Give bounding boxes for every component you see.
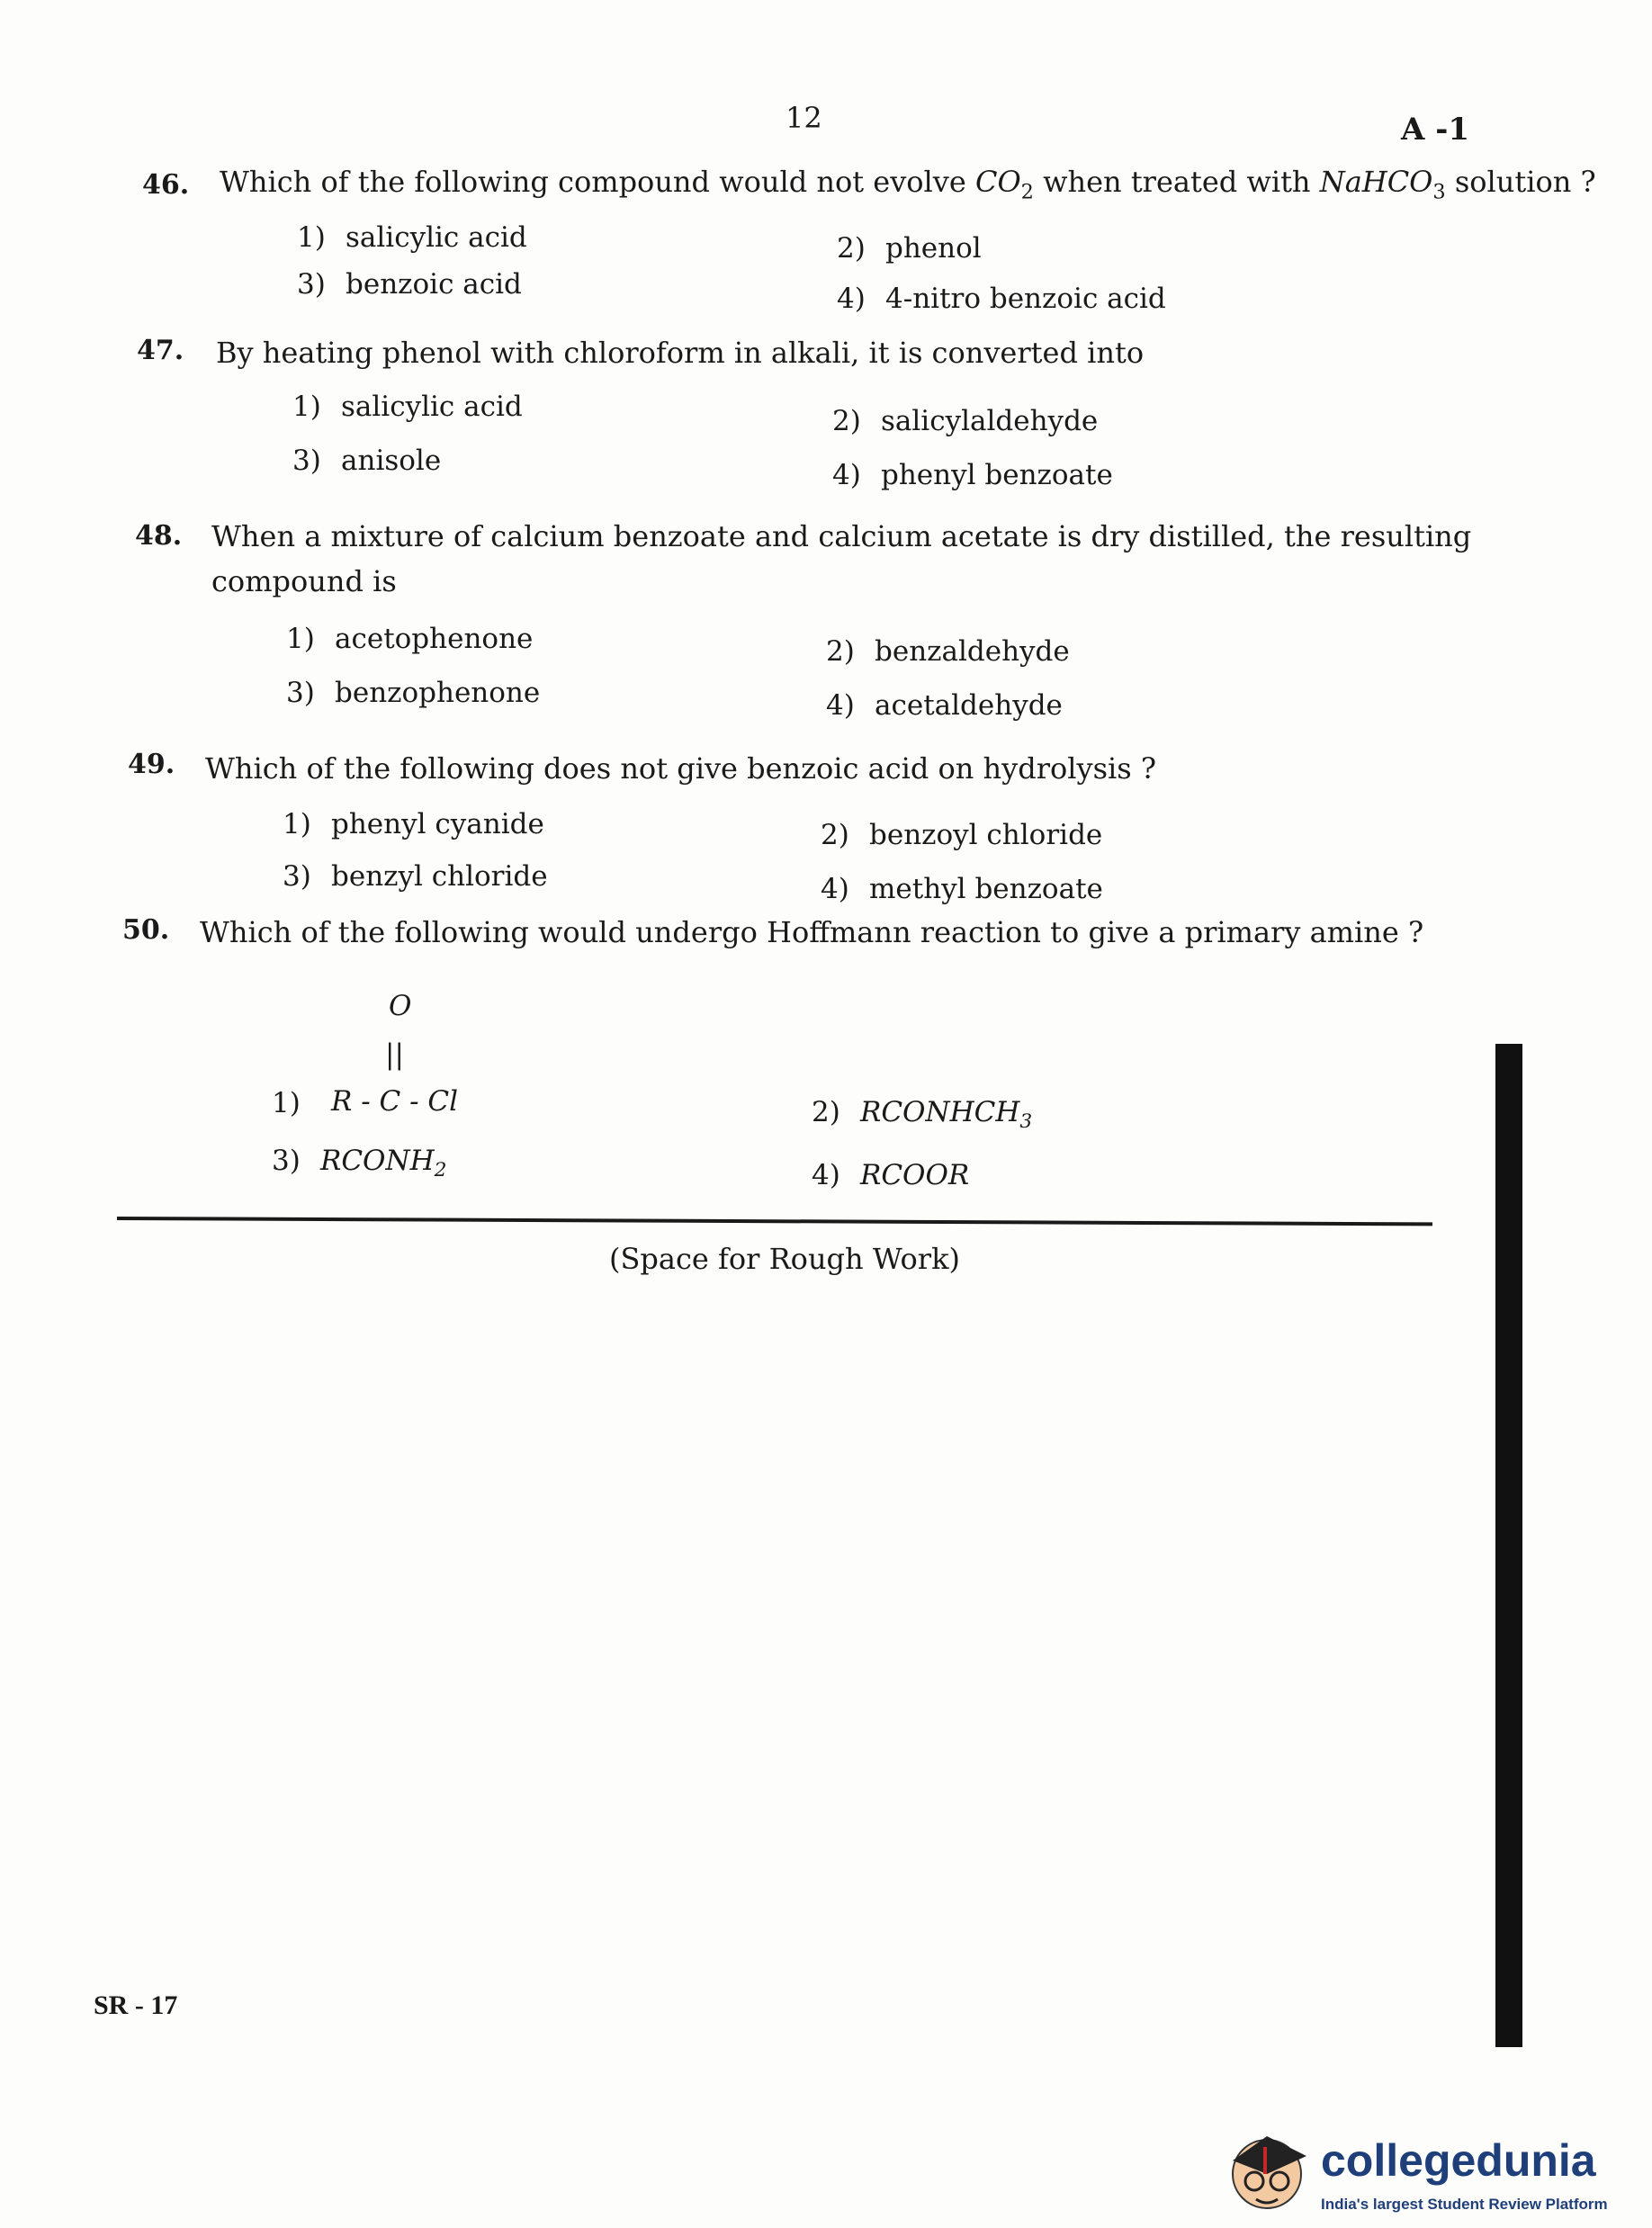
- option-number: 1): [292, 391, 321, 423]
- option-text: benzyl chloride: [331, 860, 548, 893]
- question-text-46: [220, 164, 1596, 206]
- q47-option-3: [292, 445, 441, 477]
- option-text: benzaldehyde: [875, 635, 1070, 668]
- option-number: 2): [821, 819, 849, 851]
- question-number-50: 50.: [122, 914, 170, 946]
- option-number: 3): [283, 860, 311, 893]
- option-number: 3): [297, 268, 326, 301]
- option-sub: 3: [1019, 1110, 1033, 1134]
- option-text: benzoic acid: [346, 268, 522, 301]
- option-number: 4): [826, 689, 855, 722]
- q46-text-before: Which of the following compound would not evolve: [220, 165, 975, 199]
- option-text: methyl benzoate: [869, 873, 1103, 905]
- option-text: salicylic acid: [341, 391, 523, 423]
- watermark-brand: collegedunia: [1321, 2135, 1596, 2186]
- option-sub: 2: [434, 1159, 447, 1182]
- option-number: 1): [297, 221, 326, 254]
- option-text: RCONHCH: [860, 1096, 1020, 1128]
- watermark-tagline: India's largest Student Review Platform: [1321, 2196, 1608, 2213]
- q46-text-after: solution ?: [1445, 165, 1596, 199]
- q47-option-1: [292, 391, 523, 423]
- q49-option-4: [821, 873, 1103, 905]
- footer-code: SR - 17: [94, 1990, 178, 2020]
- q48-option-4: [826, 689, 1063, 722]
- option-text: phenol: [885, 232, 982, 265]
- option-number: 3): [272, 1145, 301, 1177]
- option-text: 4-nitro benzoic acid: [885, 283, 1166, 315]
- q48-option-3: [286, 677, 540, 709]
- option-number: 2): [812, 1096, 840, 1128]
- set-code: A -1: [1401, 112, 1469, 148]
- option-text: RCONH: [320, 1145, 435, 1177]
- q50-option-3: [272, 1145, 446, 1181]
- option-number: 4): [821, 873, 849, 905]
- q46-option-1: [297, 221, 527, 254]
- option-text: anisole: [341, 445, 442, 477]
- option-text: phenyl cyanide: [331, 808, 544, 840]
- option-number: 4): [832, 459, 861, 491]
- q47-option-4: [832, 459, 1113, 491]
- question-number-46: 46.: [142, 169, 190, 201]
- option-number: 3): [292, 445, 321, 477]
- q46-text-mid: when treated with: [1033, 165, 1320, 199]
- page-number: 12: [786, 101, 822, 135]
- q46-chem2: NaHCO: [1319, 165, 1433, 199]
- option-number: 2): [832, 405, 861, 437]
- option-number: 1): [286, 623, 315, 655]
- mascot-logo-icon: [1220, 2111, 1319, 2219]
- q46-option-4: [837, 283, 1166, 315]
- option-text: benzophenone: [335, 677, 541, 709]
- q46-chem2-sub: 3: [1432, 180, 1446, 204]
- q50-structure-main: R - C - Cl: [331, 1085, 459, 1118]
- q49-option-3: [283, 860, 548, 893]
- option-number: 2): [826, 635, 855, 668]
- option-number: 4): [837, 283, 866, 315]
- option-text: salicylic acid: [346, 221, 527, 254]
- option-text: benzoyl chloride: [869, 819, 1103, 851]
- section-divider: [117, 1217, 1432, 1226]
- q49-option-1: [283, 808, 544, 840]
- question-text-48-line1: When a mixture of calcium benzoate and calcium acetate is dry distilled, the resulting: [211, 519, 1472, 553]
- q50-option-4: [812, 1159, 969, 1191]
- question-text-49: Which of the following does not give benzoic acid on hydrolysis ?: [205, 751, 1156, 786]
- option-text: RCOOR: [860, 1159, 970, 1191]
- option-text: salicylaldehyde: [881, 405, 1099, 437]
- q46-chem1: CO: [974, 165, 1021, 199]
- option-text: acetaldehyde: [875, 689, 1063, 722]
- q50-option-1-number: 1): [272, 1087, 301, 1119]
- question-text-47: By heating phenol with chloroform in alkali, it is converted into: [216, 336, 1145, 370]
- option-text: phenyl benzoate: [881, 459, 1113, 491]
- q48-option-1: [286, 623, 533, 655]
- question-number-47: 47.: [137, 335, 184, 366]
- q47-option-2: [832, 405, 1098, 437]
- q46-option-3: [297, 268, 522, 301]
- q46-option-2: [837, 232, 982, 265]
- question-number-49: 49.: [128, 749, 175, 780]
- option-number: 1): [283, 808, 311, 840]
- q49-option-2: [821, 819, 1102, 851]
- option-number: 2): [837, 232, 866, 265]
- q50-structure-oxygen: O: [389, 990, 412, 1022]
- scan-edge-bar: [1495, 1044, 1522, 2047]
- q50-option-2: [812, 1096, 1032, 1133]
- question-text-48-line2: compound is: [211, 564, 397, 598]
- option-number: 3): [286, 677, 315, 709]
- question-number-48: 48.: [135, 520, 183, 552]
- question-text-50: Which of the following would undergo Hoffmann reaction to give a primary amine ?: [200, 915, 1424, 949]
- option-text: acetophenone: [335, 623, 534, 655]
- rough-work-label: (Space for Rough Work): [609, 1242, 960, 1276]
- option-number: 4): [812, 1159, 840, 1191]
- q50-structure-double-bond: ||: [385, 1038, 404, 1071]
- q46-chem1-sub: 2: [1020, 180, 1034, 204]
- q48-option-2: [826, 635, 1070, 668]
